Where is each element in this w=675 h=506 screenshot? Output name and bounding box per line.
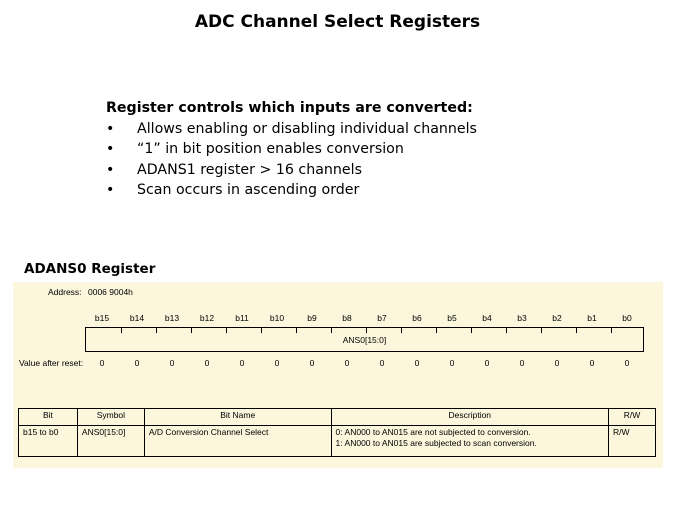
header-symbol: Symbol (77, 409, 144, 426)
cell-rw: R/W (609, 426, 656, 457)
description-line: 0: AN000 to AN015 are not subjected to conversion. (335, 427, 531, 437)
header-bit: Bit (19, 409, 78, 426)
bit-divider-tick (226, 328, 227, 333)
bit-label: b3 (517, 313, 527, 323)
bit-label: b8 (342, 313, 352, 323)
cell-bit-name: A/D Conversion Channel Select (144, 426, 331, 457)
cell-description (331, 426, 608, 457)
header-description: Description (331, 409, 608, 426)
bit-divider-tick (436, 328, 437, 333)
reset-value: 0 (589, 358, 595, 368)
reset-value: 0 (169, 358, 175, 368)
header-rw: R/W (609, 409, 656, 426)
bit-label: b0 (622, 313, 632, 323)
reset-value: 0 (344, 358, 350, 368)
register-field-box (85, 327, 644, 352)
bullet-marker: • (106, 161, 115, 178)
reset-label: Value after reset: (19, 358, 84, 368)
bullet-marker: • (106, 120, 115, 137)
cell-bit: b15 to b0 (19, 426, 78, 457)
register-diagram (13, 282, 663, 468)
bit-divider-tick (576, 328, 577, 333)
bit-divider-tick (296, 328, 297, 333)
bullet-marker: • (106, 141, 115, 157)
reset-value: 0 (134, 358, 140, 368)
bit-label: b2 (552, 313, 562, 323)
reset-value: 0 (449, 358, 455, 368)
bullet-text: “1” in bit position enables conversion (137, 141, 404, 157)
register-heading: ADANS0 Register (24, 261, 156, 277)
bullet-marker: • (106, 182, 115, 198)
bit-label: b6 (412, 313, 422, 323)
bullet-item (106, 119, 477, 140)
bit-divider-tick (471, 328, 472, 333)
slide-title: ADC Channel Select Registers (194, 12, 481, 32)
bullet-item (106, 160, 477, 181)
bit-label: b15 (94, 313, 110, 323)
bit-table (18, 408, 656, 457)
bit-divider-tick (366, 328, 367, 333)
bit-divider-tick (401, 328, 402, 333)
bit-divider-tick (156, 328, 157, 333)
bit-divider-tick (331, 328, 332, 333)
reset-value: 0 (624, 358, 630, 368)
bit-divider-tick (541, 328, 542, 333)
description-line: 1: AN000 to AN015 are subjected to scan conversion. (335, 438, 537, 448)
intro-heading: Register controls which inputs are converted: (106, 100, 473, 116)
address-label: Address: (48, 287, 82, 297)
field-name: ANS0[15:0] (342, 335, 387, 345)
bit-label: b14 (129, 313, 145, 323)
cell-symbol: ANS0[15:0] (77, 426, 144, 457)
bit-label: b9 (307, 313, 317, 323)
bit-divider-tick (506, 328, 507, 333)
reset-value: 0 (519, 358, 525, 368)
reset-value: 0 (309, 358, 315, 368)
reset-value: 0 (379, 358, 385, 368)
bullet-text: Allows enabling or disabling individual channels (137, 120, 477, 137)
reset-value: 0 (99, 358, 105, 368)
bit-label: b5 (447, 313, 457, 323)
table-row (19, 426, 656, 457)
bit-label: b4 (482, 313, 492, 323)
bullet-text: Scan occurs in ascending order (137, 182, 360, 198)
bullet-item (106, 139, 477, 160)
table-header-row (19, 409, 656, 426)
bit-divider-tick (121, 328, 122, 333)
bullet-block (106, 98, 477, 201)
bit-label: b7 (377, 313, 387, 323)
bullet-text: ADANS1 register > 16 channels (137, 161, 362, 178)
bullet-item (106, 180, 477, 201)
reset-value: 0 (554, 358, 560, 368)
bit-label: b1 (587, 313, 597, 323)
reset-value: 0 (414, 358, 420, 368)
bit-label: b10 (269, 313, 285, 323)
bit-divider-tick (261, 328, 262, 333)
reset-value: 0 (274, 358, 280, 368)
reset-value: 0 (484, 358, 490, 368)
reset-value: 0 (204, 358, 210, 368)
bit-divider-tick (191, 328, 192, 333)
bit-label: b11 (235, 313, 249, 323)
header-bit-name: Bit Name (144, 409, 331, 426)
reset-value: 0 (239, 358, 245, 368)
bit-divider-tick (611, 328, 612, 333)
address-value: 0006 9004h (88, 287, 133, 297)
bit-label: b13 (164, 313, 180, 323)
bit-label: b12 (199, 313, 215, 323)
